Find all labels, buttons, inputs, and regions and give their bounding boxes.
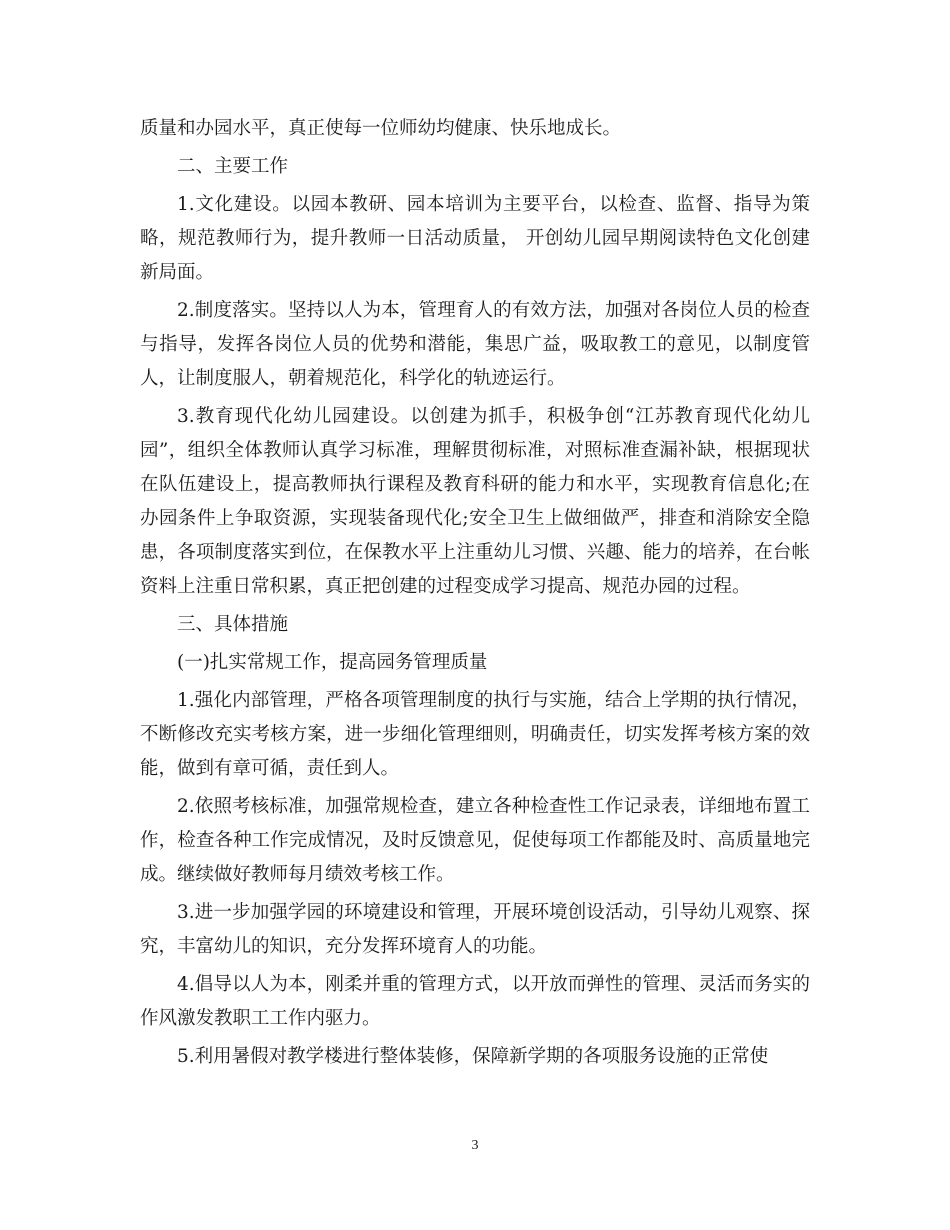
section-heading-measures: 三、具体措施: [177, 614, 289, 635]
page-number: 3: [471, 1138, 479, 1153]
paragraph-internal-management: 1.强化内部管理，严格各项管理制度的执行与实施，结合上学期的执行情况，不断修改充实考核方案，进一步细化管理细则，明确责任，切实发挥考核方案的效能，做到有章可循，责任到人。: [140, 690, 810, 779]
paragraph-continuation: 质量和办园水平，真正使每一位师幼均健康、快乐地成长。: [140, 118, 622, 139]
subsection-heading-routine-work: (一)扎实常规工作，提高园务管理质量: [177, 652, 488, 673]
paragraph-environment-building: 3.进一步加强学园的环境建设和管理，开展环境创设活动，引导幼儿观察、探究，丰富幼儿的知识，充分发挥环境育人的功能。: [140, 902, 810, 957]
paragraph-summer-renovation: 5.利用暑假对教学楼进行整体装修，保障新学期的各项服务设施的正常使: [177, 1046, 769, 1067]
section-heading-main-work: 二、主要工作: [177, 156, 289, 177]
paragraph-modernization: 3.教育现代化幼儿园建设。以创建为抓手，积极争创“江苏教育现代化幼儿园”，组织全体教师认真学习标准，理解贯彻标准，对照标准查漏补缺，根据现状在队伍建设上，提高教师执行课程及教育科研的能力和水平，实现教育信息化;在办园条件上争取资源，实现装备现代化;安全卫生上做细做严，排查和消除安全隐患，各项制度落实到位，在保教水平上注重幼儿习惯、兴趣、能力的培养，在台帐资料上注重日常积累，真正把创建的过程变成学习提高、规范办园的过程。: [140, 406, 810, 597]
paragraph-assessment-standards: 2.依照考核标准，加强常规检查，建立各种检查性工作记录表，详细地布置工作，检查各种工作完成情况，及时反馈意见，促使每项工作都能及时、高质量地完成。继续做好教师每月绩效考核工作。: [140, 796, 810, 885]
paragraph-culture-building: 1.文化建设。以园本教研、园本培训为主要平台，以检查、监督、指导为策略，规范教师行为，提升教师一日活动质量， 开创幼儿园早期阅读特色文化创建新局面。: [140, 194, 810, 283]
paragraph-people-oriented: 4.倡导以人为本，刚柔并重的管理方式，以开放而弹性的管理、灵活而务实的作风激发教职工工作内驱力。: [140, 974, 810, 1029]
document-body: [140, 112, 810, 1078]
paragraph-system-implementation: 2.制度落实。坚持以人为本，管理育人的有效方法，加强对各岗位人员的检查与指导，发挥各岗位人员的优势和潜能，集思广益，吸取教工的意见，以制度管人，让制度服人，朝着规范化，科学化的轨迹运行。: [140, 300, 810, 389]
